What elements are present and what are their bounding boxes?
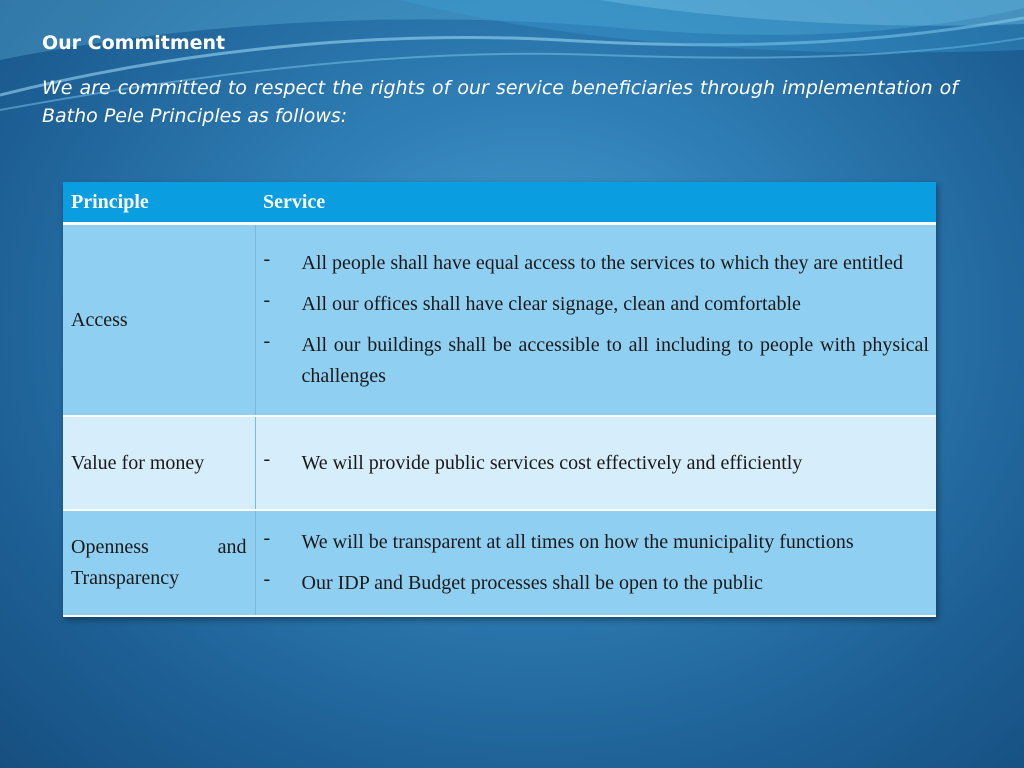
table-row xyxy=(63,224,936,417)
principle-openness-transparency xyxy=(63,532,255,594)
list-item xyxy=(264,448,930,479)
intro-text: We are committed to respect the rights of our service beneficiaries through implementation of Batho Pele Principles as follows: xyxy=(42,77,958,127)
slide-title: Our Commitment xyxy=(42,32,226,54)
bullet-dash: - xyxy=(263,527,271,549)
principle-cell xyxy=(63,510,255,616)
principle-cell xyxy=(63,224,255,417)
header-service: Service xyxy=(255,182,936,224)
service-text: All people shall have equal access to the services to which they are entitled xyxy=(301,252,903,274)
bullet-dash: - xyxy=(263,248,271,270)
list-item xyxy=(264,568,930,599)
bullet-dash: - xyxy=(263,447,271,470)
service-cell xyxy=(255,416,936,510)
principles-table xyxy=(63,182,936,617)
service-text: All our buildings shall be accessible to all including to people with physical challenges xyxy=(301,334,929,387)
service-text: Our IDP and Budget processes shall be open to the public xyxy=(301,572,763,594)
bullet-dash: - xyxy=(263,330,271,352)
bullet-dash: - xyxy=(263,289,271,311)
service-text: We will provide public services cost effectively and efficiently xyxy=(301,451,803,474)
service-cell xyxy=(255,510,936,616)
service-text: We will be transparent at all times on how the municipality functions xyxy=(301,531,854,553)
header-principle: Principle xyxy=(63,182,255,224)
table-header-row xyxy=(63,182,936,224)
principle-line: Transparency xyxy=(71,567,180,589)
principle-cell xyxy=(63,416,255,510)
service-cell xyxy=(255,224,936,417)
service-text: All our offices shall have clear signage, clean and comfortable xyxy=(301,293,801,315)
principle-value-for-money: Value for money xyxy=(71,451,205,474)
principle-line: Openness and xyxy=(71,536,247,558)
list-item xyxy=(264,527,930,558)
list-item xyxy=(264,330,930,392)
list-item xyxy=(264,289,930,320)
table-row xyxy=(63,416,936,510)
bullet-dash: - xyxy=(263,568,271,590)
principle-access: Access xyxy=(71,308,128,331)
list-item xyxy=(264,248,930,279)
table-row xyxy=(63,510,936,616)
